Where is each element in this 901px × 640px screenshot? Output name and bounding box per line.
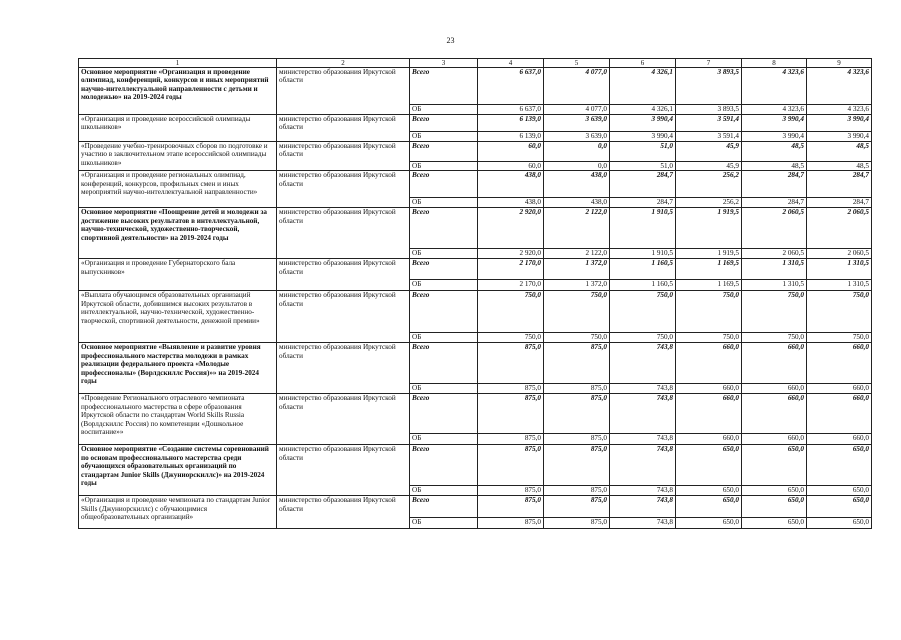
event-name: «Организация и проведение Губернаторского бала выпускников» <box>79 259 277 291</box>
amount-cell: 48,5 <box>807 162 872 171</box>
amount-cell: 875,0 <box>478 434 544 445</box>
responsible-org: министерство образования Иркутской области <box>277 142 410 171</box>
header-row <box>79 59 872 68</box>
amount-cell: 743,8 <box>610 486 676 496</box>
amount-cell: 650,0 <box>742 486 807 496</box>
event-name: «Проведение Регионального отраслевого чемпионата профессионального мастерства в сфере образования Иркутской области по стандартам World Skills Russia (Ворлдскиллс Россия) по компетенции «Дошкольное воспитание»» <box>79 394 277 445</box>
amount-cell: 2 170,0 <box>478 259 544 280</box>
amount-cell: 1 372,0 <box>544 259 610 280</box>
funding-source-label: ОБ <box>410 333 478 343</box>
amount-cell: 660,0 <box>742 343 807 384</box>
amount-cell: 256,2 <box>676 198 742 208</box>
amount-cell: 3 990,4 <box>610 115 676 132</box>
amount-cell: 4 323,6 <box>807 105 872 115</box>
amount-cell: 875,0 <box>544 394 610 434</box>
funding-source-label: ОБ <box>410 105 478 115</box>
amount-cell: 660,0 <box>807 343 872 384</box>
event-name: Основное мероприятие «Поощрение детей и молодежи за достижение высоких результатов в интеллектуальной, научно-технической, художественно-творческой, спортивной деятельности» на 2019-2024 годы <box>79 208 277 259</box>
amount-cell: 750,0 <box>676 291 742 333</box>
event-name: Основное мероприятие «Организация и проведение олимпиад, конференций, конкурсов и иных мероприятий научно-интеллектуальной направленности с детьми и молодежью» на 2019-2024 годы <box>79 68 277 115</box>
amount-cell: 875,0 <box>478 518 544 529</box>
amount-cell: 3 990,4 <box>742 115 807 132</box>
event-name: Основное мероприятие «Выявление и развитие уровня профессионального мастерства молодежи в рамках реализации федерального проекта «Молодые профессионалы» (Ворлдскиллс Россия)»» на 2019-2024 годы <box>79 343 277 394</box>
amount-cell: 51,0 <box>610 142 676 162</box>
amount-cell: 743,8 <box>610 518 676 529</box>
amount-cell: 1 160,5 <box>610 280 676 291</box>
amount-cell: 284,7 <box>610 198 676 208</box>
amount-cell: 2 122,0 <box>544 249 610 259</box>
amount-cell: 60,0 <box>478 142 544 162</box>
amount-cell: 650,0 <box>807 445 872 486</box>
funding-total-label: Всего <box>410 171 478 198</box>
event-name: «Выплата обучающимся образовательных организаций Иркутской области, добившимся высоких результатов в интеллектуальной, научно-технической, художественно-творческой, спортивной деятельности, денежной премии» <box>79 291 277 343</box>
amount-cell: 750,0 <box>807 291 872 333</box>
amount-cell: 284,7 <box>807 198 872 208</box>
amount-cell: 45,9 <box>676 162 742 171</box>
amount-cell: 660,0 <box>676 343 742 384</box>
amount-cell: 4 323,6 <box>807 68 872 105</box>
responsible-org: министерство образования Иркутской области <box>277 208 410 259</box>
funding-source-label: ОБ <box>410 434 478 445</box>
col-header: 4 <box>478 59 544 68</box>
amount-cell: 0,0 <box>544 142 610 162</box>
amount-cell: 875,0 <box>544 384 610 394</box>
amount-cell: 875,0 <box>544 518 610 529</box>
amount-cell: 660,0 <box>676 434 742 445</box>
amount-cell: 750,0 <box>676 333 742 343</box>
amount-cell: 51,0 <box>610 162 676 171</box>
table-row <box>79 394 872 434</box>
funding-source-label: ОБ <box>410 486 478 496</box>
amount-cell: 6 637,0 <box>478 68 544 105</box>
amount-cell: 438,0 <box>544 171 610 198</box>
amount-cell: 875,0 <box>478 394 544 434</box>
amount-cell: 750,0 <box>610 291 676 333</box>
responsible-org: министерство образования Иркутской области <box>277 68 410 115</box>
amount-cell: 2 060,5 <box>742 249 807 259</box>
amount-cell: 4 077,0 <box>544 68 610 105</box>
amount-cell: 650,0 <box>676 496 742 518</box>
amount-cell: 650,0 <box>676 518 742 529</box>
table-row <box>79 142 872 162</box>
amount-cell: 1 310,5 <box>807 280 872 291</box>
amount-cell: 750,0 <box>807 333 872 343</box>
amount-cell: 4 326,1 <box>610 105 676 115</box>
amount-cell: 743,8 <box>610 394 676 434</box>
col-header: 1 <box>79 59 277 68</box>
responsible-org: министерство образования Иркутской области <box>277 343 410 394</box>
amount-cell: 875,0 <box>478 496 544 518</box>
funding-total-label: Всего <box>410 208 478 249</box>
amount-cell: 660,0 <box>676 384 742 394</box>
col-header: 7 <box>676 59 742 68</box>
amount-cell: 2 060,5 <box>742 208 807 249</box>
table-row <box>79 68 872 105</box>
amount-cell: 650,0 <box>742 496 807 518</box>
amount-cell: 750,0 <box>610 333 676 343</box>
responsible-org: министерство образования Иркутской области <box>277 445 410 496</box>
table-row <box>79 208 872 249</box>
amount-cell: 4 326,1 <box>610 68 676 105</box>
amount-cell: 875,0 <box>544 486 610 496</box>
funding-source-label: ОБ <box>410 384 478 394</box>
funding-source-label: ОБ <box>410 162 478 171</box>
amount-cell: 284,7 <box>742 198 807 208</box>
amount-cell: 2 060,5 <box>807 249 872 259</box>
table-row <box>79 343 872 384</box>
amount-cell: 743,8 <box>610 384 676 394</box>
event-name: «Организация и проведение всероссийской олимпиады школьников» <box>79 115 277 142</box>
page-number: 23 <box>446 36 455 45</box>
table-body <box>79 68 872 529</box>
amount-cell: 650,0 <box>676 486 742 496</box>
funding-total-label: Всего <box>410 68 478 105</box>
amount-cell: 743,8 <box>610 434 676 445</box>
amount-cell: 650,0 <box>807 518 872 529</box>
col-header: 3 <box>410 59 478 68</box>
amount-cell: 1 372,0 <box>544 280 610 291</box>
amount-cell: 1 169,5 <box>676 259 742 280</box>
amount-cell: 750,0 <box>742 291 807 333</box>
amount-cell: 743,8 <box>610 445 676 486</box>
amount-cell: 3 990,4 <box>807 115 872 132</box>
funding-total-label: Всего <box>410 394 478 434</box>
funding-total-label: Всего <box>410 115 478 132</box>
amount-cell: 3 591,4 <box>676 115 742 132</box>
amount-cell: 650,0 <box>807 486 872 496</box>
event-name: «Организация и проведение региональных олимпиад, конференций, конкурсов, профильных смен и иных мероприятий научно-интеллектуальной направленности» <box>79 171 277 208</box>
amount-cell: 660,0 <box>742 384 807 394</box>
amount-cell: 48,5 <box>742 142 807 162</box>
amount-cell: 3 639,0 <box>544 132 610 142</box>
amount-cell: 2 060,5 <box>807 208 872 249</box>
amount-cell: 743,8 <box>610 343 676 384</box>
amount-cell: 438,0 <box>544 198 610 208</box>
amount-cell: 875,0 <box>544 445 610 486</box>
event-name: Основное мероприятие «Создание системы соревнований по основам профессионального мастерства среди обучающихся образовательных организаций по стандартам Junior Skills (Джуниорскиллс)» на 2019-2024 годы <box>79 445 277 496</box>
responsible-org: министерство образования Иркутской области <box>277 291 410 343</box>
amount-cell: 875,0 <box>544 434 610 445</box>
amount-cell: 1 310,5 <box>742 259 807 280</box>
table-row <box>79 291 872 333</box>
table-row <box>79 496 872 518</box>
col-header: 8 <box>742 59 807 68</box>
amount-cell: 284,7 <box>807 171 872 198</box>
amount-cell: 650,0 <box>807 496 872 518</box>
amount-cell: 875,0 <box>478 445 544 486</box>
amount-cell: 256,2 <box>676 171 742 198</box>
funding-source-label: ОБ <box>410 198 478 208</box>
table-row <box>79 171 872 198</box>
col-header: 6 <box>610 59 676 68</box>
amount-cell: 438,0 <box>478 171 544 198</box>
amount-cell: 660,0 <box>807 394 872 434</box>
amount-cell: 660,0 <box>676 394 742 434</box>
responsible-org: министерство образования Иркутской области <box>277 259 410 291</box>
amount-cell: 0,0 <box>544 162 610 171</box>
amount-cell: 3 591,4 <box>676 132 742 142</box>
amount-cell: 750,0 <box>478 291 544 333</box>
event-name: «Организация и проведение чемпионата по стандартам Junior Skills (Джуниорскиллс) с обучающимися общеобразовательных организаций» <box>79 496 277 529</box>
col-header: 9 <box>807 59 872 68</box>
amount-cell: 660,0 <box>742 394 807 434</box>
funding-total-label: Всего <box>410 142 478 162</box>
amount-cell: 875,0 <box>478 486 544 496</box>
amount-cell: 750,0 <box>742 333 807 343</box>
amount-cell: 1 169,5 <box>676 280 742 291</box>
funding-total-label: Всего <box>410 445 478 486</box>
amount-cell: 284,7 <box>742 171 807 198</box>
amount-cell: 3 990,4 <box>807 132 872 142</box>
amount-cell: 3 639,0 <box>544 115 610 132</box>
budget-table <box>78 58 872 529</box>
funding-total-label: Всего <box>410 259 478 280</box>
responsible-org: министерство образования Иркутской области <box>277 496 410 529</box>
table-row <box>79 445 872 486</box>
amount-cell: 2 122,0 <box>544 208 610 249</box>
amount-cell: 875,0 <box>544 343 610 384</box>
amount-cell: 660,0 <box>742 434 807 445</box>
amount-cell: 6 637,0 <box>478 105 544 115</box>
table-row <box>79 259 872 280</box>
amount-cell: 1 919,5 <box>676 249 742 259</box>
amount-cell: 875,0 <box>478 343 544 384</box>
amount-cell: 6 139,0 <box>478 115 544 132</box>
event-name: «Проведение учебно-тренировочных сборов по подготовке и участию в заключительном этапе всероссийской олимпиады школьников» <box>79 142 277 171</box>
amount-cell: 4 323,6 <box>742 105 807 115</box>
responsible-org: министерство образования Иркутской области <box>277 171 410 208</box>
amount-cell: 650,0 <box>742 518 807 529</box>
amount-cell: 1 310,5 <box>742 280 807 291</box>
amount-cell: 2 920,0 <box>478 208 544 249</box>
amount-cell: 3 893,5 <box>676 105 742 115</box>
funding-total-label: Всего <box>410 343 478 384</box>
amount-cell: 284,7 <box>610 171 676 198</box>
amount-cell: 875,0 <box>478 384 544 394</box>
amount-cell: 1 310,5 <box>807 259 872 280</box>
amount-cell: 875,0 <box>544 496 610 518</box>
amount-cell: 750,0 <box>544 333 610 343</box>
amount-cell: 48,5 <box>807 142 872 162</box>
funding-source-label: ОБ <box>410 132 478 142</box>
amount-cell: 4 323,6 <box>742 68 807 105</box>
amount-cell: 660,0 <box>807 384 872 394</box>
amount-cell: 45,9 <box>676 142 742 162</box>
amount-cell: 4 077,0 <box>544 105 610 115</box>
amount-cell: 60,0 <box>478 162 544 171</box>
responsible-org: министерство образования Иркутской области <box>277 394 410 445</box>
amount-cell: 743,8 <box>610 496 676 518</box>
amount-cell: 2 920,0 <box>478 249 544 259</box>
amount-cell: 48,5 <box>742 162 807 171</box>
amount-cell: 650,0 <box>676 445 742 486</box>
amount-cell: 438,0 <box>478 198 544 208</box>
funding-total-label: Всего <box>410 496 478 518</box>
amount-cell: 660,0 <box>807 434 872 445</box>
responsible-org: министерство образования Иркутской области <box>277 115 410 142</box>
funding-source-label: ОБ <box>410 518 478 529</box>
amount-cell: 3 893,5 <box>676 68 742 105</box>
funding-source-label: ОБ <box>410 280 478 291</box>
amount-cell: 6 139,0 <box>478 132 544 142</box>
col-header: 2 <box>277 59 410 68</box>
amount-cell: 3 990,4 <box>610 132 676 142</box>
amount-cell: 3 990,4 <box>742 132 807 142</box>
table-row <box>79 115 872 132</box>
amount-cell: 650,0 <box>742 445 807 486</box>
amount-cell: 750,0 <box>544 291 610 333</box>
amount-cell: 1 160,5 <box>610 259 676 280</box>
amount-cell: 1 919,5 <box>676 208 742 249</box>
amount-cell: 750,0 <box>478 333 544 343</box>
amount-cell: 1 910,5 <box>610 208 676 249</box>
amount-cell: 2 170,0 <box>478 280 544 291</box>
funding-total-label: Всего <box>410 291 478 333</box>
funding-source-label: ОБ <box>410 249 478 259</box>
col-header: 5 <box>544 59 610 68</box>
amount-cell: 1 910,5 <box>610 249 676 259</box>
